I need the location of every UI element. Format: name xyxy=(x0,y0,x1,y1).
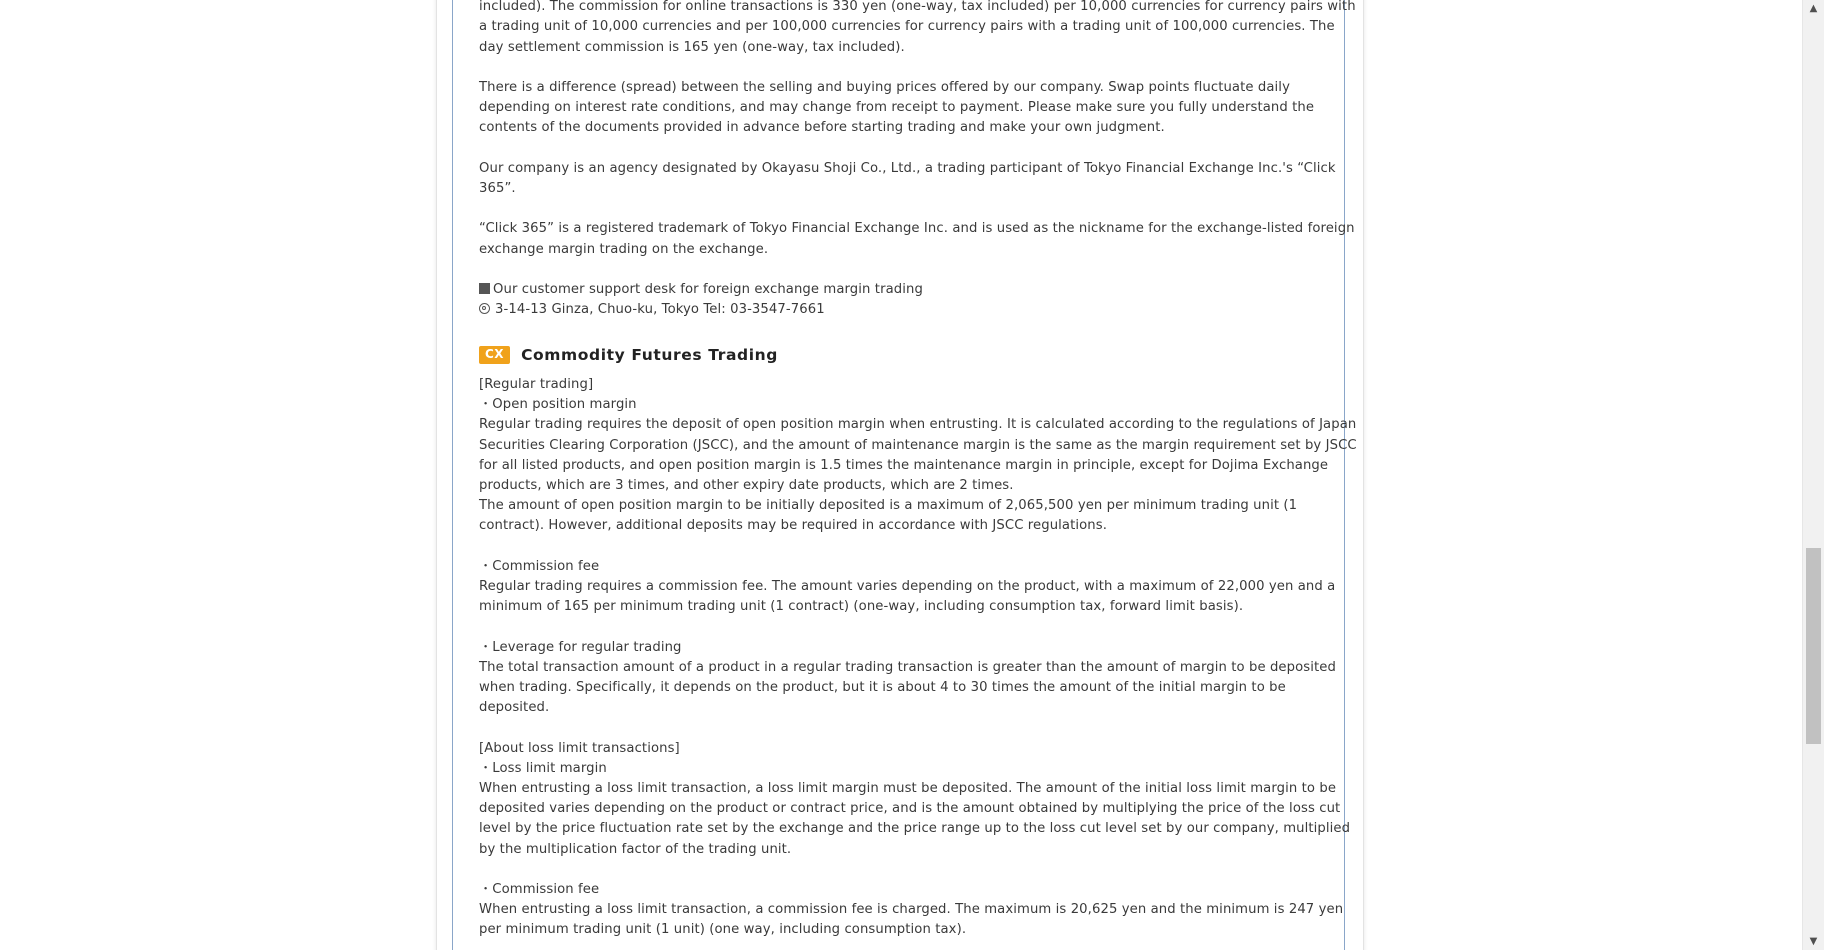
commission-text: Regular trading requires a commission fee. The amount varies depending on the product, with a maximum of 22,000 yen and a minimum of 165 per minimum trading unit (1 contract) (one-way, including consumption tax, forward limit basis). xyxy=(479,579,1336,615)
target-icon xyxy=(479,303,490,314)
leverage-text: The total transaction amount of a product in a regular trading transaction is greater than the amount of margin to be deposited when trading. Specifically, it depends on the product, but it is about 4 to 30 times the amount of the initial margin to be deposited. xyxy=(479,659,1336,716)
fx-paragraph: included). The commission for online transactions is 330 yen (one-way, tax included) per 10,000 currencies for currency pairs with a trading unit of 10,000 currencies and per 100,000 currencies for currency pairs with a trading unit of 100,000 currencies. The day settlement commission is 165 yen (one-way, tax included). xyxy=(479,0,1356,55)
square-icon xyxy=(479,283,490,294)
support-address-line xyxy=(479,300,1359,320)
open-margin-text-2: The amount of open position margin to be initially deposited is a maximum of 2,065,500 yen per minimum trading unit (1 contract). However, additional deposits may be required in accordance with JSCC regulations. xyxy=(479,498,1298,534)
support-address: 3-14-13 Ginza, Chuo-ku, Tokyo Tel: 03-3547-7661 xyxy=(495,302,825,318)
commodity-section-heading xyxy=(479,344,778,366)
fx-paragraph: There is a difference (spread) between the selling and buying prices offered by our company. Swap points fluctuate daily depending on interest rate conditions, and may change from receipt to payment. Please make sure you fully understand the contents of the documents provided in advance before starting trading and make your own judgment. xyxy=(479,80,1315,136)
vertical-scrollbar[interactable] xyxy=(1802,0,1824,950)
commission-heading: ・Commission fee xyxy=(479,558,600,574)
disclosure-box xyxy=(452,0,1357,950)
scroll-up-arrow-icon[interactable]: ▲ xyxy=(1809,2,1818,14)
open-margin-text: Regular trading requires the deposit of open position margin when entrusting. It is calculated according to the regulations of Japan Securities Clearing Corporation (JSCC), and the amount of maintenance margin is the same as the margin requirement set by JSCC for all listed products, and open position margin is 1.5 times the maintenance margin in principle, except for Dojima Exchange products, which are 3 times, and other expiry date products, which are 2 times. xyxy=(479,417,1357,494)
commodity-disclosure-text xyxy=(479,375,1359,941)
fx-disclosure-text xyxy=(479,0,1359,320)
scrollbar-thumb[interactable] xyxy=(1806,548,1821,744)
loss-margin-heading: ・Loss limit margin xyxy=(479,760,607,776)
support-desk-label: Our customer support desk for foreign exchange margin trading xyxy=(493,281,923,297)
fx-paragraph: Our company is an agency designated by Okayasu Shoji Co., Ltd., a trading participant of Tokyo Financial Exchange Inc.'s “Click 365”. xyxy=(479,160,1336,196)
loss-commission-heading: ・Commission fee xyxy=(479,882,600,898)
loss-margin-text: When entrusting a loss limit transaction, a loss limit margin must be deposited. The amount of the initial loss limit margin to be deposited varies depending on the product or contract price, and is the amount obtained by multiplying the price of the loss cut level by the price fluctuation rate set by the exchange and the price range up to the loss cut level set by our company, multiplied by the multiplication factor of the trading unit. xyxy=(479,781,1351,857)
leverage-heading: ・Leverage for regular trading xyxy=(479,639,682,655)
loss-commission-text: When entrusting a loss limit transaction, a commission fee is charged. The maximum is 20,625 yen and the minimum is 247 yen per minimum trading unit (1 unit) (one way, including consumption tax). xyxy=(479,902,1344,938)
fx-paragraph: “Click 365” is a registered trademark of Tokyo Financial Exchange Inc. and is used as the nickname for the exchange-listed foreign exchange margin trading on the exchange. xyxy=(479,221,1355,257)
content-column xyxy=(436,0,1364,950)
loss-limit-heading: [About loss limit transactions] xyxy=(479,740,680,756)
regular-trading-heading: [Regular trading] xyxy=(479,377,594,392)
scroll-down-arrow-icon[interactable]: ▼ xyxy=(1809,935,1818,947)
cx-badge: CX xyxy=(479,346,510,364)
open-margin-heading: ・Open position margin xyxy=(479,397,637,413)
support-desk-line xyxy=(479,280,1359,300)
section-title: Commodity Futures Trading xyxy=(521,346,778,364)
